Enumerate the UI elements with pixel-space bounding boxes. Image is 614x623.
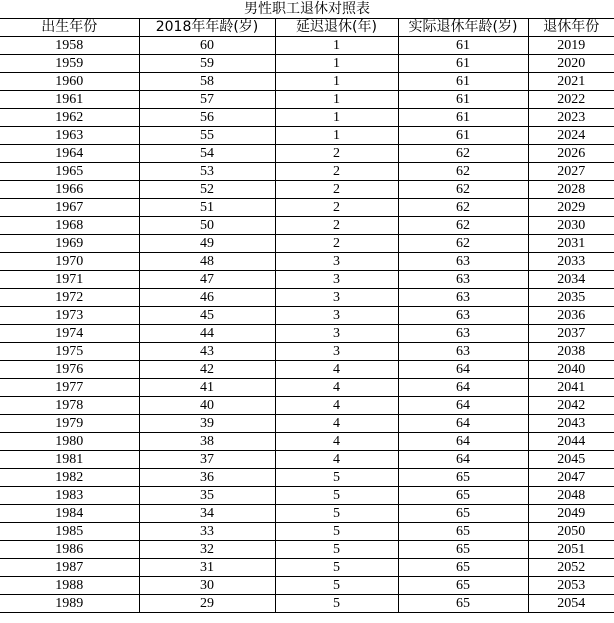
cell-age-2018[interactable]: 44 — [139, 325, 275, 343]
cell-retirement-year[interactable]: 2033 — [528, 253, 614, 271]
header-birth-year[interactable]: 出生年份 — [0, 19, 139, 37]
cell-retirement-year[interactable]: 2048 — [528, 487, 614, 505]
cell-age-2018[interactable]: 40 — [139, 397, 275, 415]
table-row — [0, 181, 614, 199]
cell-birth-year[interactable]: 1984 — [0, 505, 139, 523]
table-row — [0, 235, 614, 253]
table-row — [0, 73, 614, 91]
cell-actual-retirement-age[interactable]: 63 — [398, 253, 528, 271]
cell-actual-retirement-age[interactable]: 65 — [398, 595, 528, 613]
cell-retirement-year[interactable]: 2050 — [528, 523, 614, 541]
cell-delay-years[interactable]: 5 — [275, 505, 398, 523]
table-row — [0, 55, 614, 73]
cell-retirement-year[interactable]: 2052 — [528, 559, 614, 577]
cell-birth-year[interactable]: 1968 — [0, 217, 139, 235]
cell-birth-year[interactable]: 1988 — [0, 577, 139, 595]
cell-actual-retirement-age[interactable]: 63 — [398, 289, 528, 307]
cell-retirement-year[interactable]: 2026 — [528, 145, 614, 163]
cell-birth-year[interactable]: 1961 — [0, 91, 139, 109]
cell-age-2018[interactable]: 42 — [139, 361, 275, 379]
cell-birth-year[interactable]: 1971 — [0, 271, 139, 289]
cell-retirement-year[interactable]: 2038 — [528, 343, 614, 361]
cell-retirement-year[interactable]: 2027 — [528, 163, 614, 181]
cell-actual-retirement-age[interactable]: 65 — [398, 523, 528, 541]
cell-delay-years[interactable]: 2 — [275, 235, 398, 253]
cell-delay-years[interactable]: 5 — [275, 595, 398, 613]
cell-delay-years[interactable]: 1 — [275, 127, 398, 145]
cell-birth-year[interactable]: 1974 — [0, 325, 139, 343]
table-row — [0, 109, 614, 127]
cell-delay-years[interactable]: 4 — [275, 361, 398, 379]
cell-birth-year[interactable]: 1982 — [0, 469, 139, 487]
cell-retirement-year[interactable]: 2051 — [528, 541, 614, 559]
table-row — [0, 451, 614, 469]
table-row — [0, 343, 614, 361]
cell-age-2018[interactable]: 38 — [139, 433, 275, 451]
cell-birth-year[interactable]: 1977 — [0, 379, 139, 397]
header-age-2018[interactable]: 2018年年龄(岁) — [139, 19, 275, 37]
cell-retirement-year[interactable]: 2029 — [528, 199, 614, 217]
cell-retirement-year[interactable]: 2036 — [528, 307, 614, 325]
cell-retirement-year[interactable]: 2041 — [528, 379, 614, 397]
cell-retirement-year[interactable]: 2042 — [528, 397, 614, 415]
cell-actual-retirement-age[interactable]: 61 — [398, 73, 528, 91]
header-retirement-year[interactable]: 退休年份 — [528, 19, 614, 37]
cell-delay-years[interactable]: 3 — [275, 253, 398, 271]
table-row — [0, 541, 614, 559]
cell-actual-retirement-age[interactable]: 64 — [398, 451, 528, 469]
cell-age-2018[interactable]: 52 — [139, 181, 275, 199]
cell-delay-years[interactable]: 4 — [275, 397, 398, 415]
cell-birth-year[interactable]: 1979 — [0, 415, 139, 433]
cell-retirement-year[interactable]: 2028 — [528, 181, 614, 199]
cell-birth-year[interactable]: 1983 — [0, 487, 139, 505]
cell-retirement-year[interactable]: 2043 — [528, 415, 614, 433]
cell-delay-years[interactable]: 2 — [275, 199, 398, 217]
cell-retirement-year[interactable]: 2054 — [528, 595, 614, 613]
cell-actual-retirement-age[interactable]: 65 — [398, 541, 528, 559]
cell-birth-year[interactable]: 1987 — [0, 559, 139, 577]
cell-actual-retirement-age[interactable]: 62 — [398, 217, 528, 235]
cell-retirement-year[interactable]: 2019 — [528, 37, 614, 55]
cell-birth-year[interactable]: 1981 — [0, 451, 139, 469]
table-row — [0, 469, 614, 487]
cell-delay-years[interactable]: 3 — [275, 343, 398, 361]
cell-birth-year[interactable]: 1962 — [0, 109, 139, 127]
cell-retirement-year[interactable]: 2034 — [528, 271, 614, 289]
cell-retirement-year[interactable]: 2044 — [528, 433, 614, 451]
cell-actual-retirement-age[interactable]: 62 — [398, 235, 528, 253]
cell-age-2018[interactable]: 48 — [139, 253, 275, 271]
cell-actual-retirement-age[interactable]: 61 — [398, 127, 528, 145]
table-row — [0, 253, 614, 271]
table-row — [0, 325, 614, 343]
header-delay-years[interactable]: 延迟退休(年) — [275, 19, 398, 37]
cell-age-2018[interactable]: 55 — [139, 127, 275, 145]
cell-retirement-year[interactable]: 2049 — [528, 505, 614, 523]
cell-birth-year[interactable]: 1985 — [0, 523, 139, 541]
cell-age-2018[interactable]: 57 — [139, 91, 275, 109]
table-row — [0, 487, 614, 505]
cell-delay-years[interactable]: 1 — [275, 37, 398, 55]
cell-delay-years[interactable]: 1 — [275, 55, 398, 73]
cell-delay-years[interactable]: 4 — [275, 433, 398, 451]
table-header — [0, 19, 614, 37]
table-row — [0, 415, 614, 433]
cell-actual-retirement-age[interactable]: 65 — [398, 505, 528, 523]
cell-age-2018[interactable]: 41 — [139, 379, 275, 397]
table-row — [0, 307, 614, 325]
table-title: 男性职工退休对照表 — [0, 0, 614, 19]
table-row — [0, 595, 614, 613]
cell-retirement-year[interactable]: 2023 — [528, 109, 614, 127]
cell-actual-retirement-age[interactable]: 64 — [398, 433, 528, 451]
cell-birth-year[interactable]: 1970 — [0, 253, 139, 271]
table-row — [0, 271, 614, 289]
cell-age-2018[interactable]: 29 — [139, 595, 275, 613]
cell-retirement-year[interactable]: 2024 — [528, 127, 614, 145]
cell-age-2018[interactable]: 59 — [139, 55, 275, 73]
cell-actual-retirement-age[interactable]: 62 — [398, 181, 528, 199]
cell-actual-retirement-age[interactable]: 61 — [398, 55, 528, 73]
table-row — [0, 577, 614, 595]
cell-birth-year[interactable]: 1972 — [0, 289, 139, 307]
cell-actual-retirement-age[interactable]: 64 — [398, 379, 528, 397]
cell-retirement-year[interactable]: 2040 — [528, 361, 614, 379]
cell-birth-year[interactable]: 1973 — [0, 307, 139, 325]
cell-delay-years[interactable]: 5 — [275, 559, 398, 577]
cell-retirement-year[interactable]: 2037 — [528, 325, 614, 343]
cell-birth-year[interactable]: 1986 — [0, 541, 139, 559]
retirement-table — [0, 19, 614, 613]
cell-actual-retirement-age[interactable]: 64 — [398, 415, 528, 433]
cell-age-2018[interactable]: 30 — [139, 577, 275, 595]
cell-age-2018[interactable]: 56 — [139, 109, 275, 127]
cell-actual-retirement-age[interactable]: 63 — [398, 325, 528, 343]
table-row — [0, 91, 614, 109]
table-row — [0, 433, 614, 451]
cell-age-2018[interactable]: 60 — [139, 37, 275, 55]
cell-birth-year[interactable]: 1965 — [0, 163, 139, 181]
cell-delay-years[interactable]: 5 — [275, 487, 398, 505]
table-row — [0, 37, 614, 55]
table-row — [0, 217, 614, 235]
cell-delay-years[interactable]: 3 — [275, 271, 398, 289]
cell-retirement-year[interactable]: 2021 — [528, 73, 614, 91]
cell-retirement-year[interactable]: 2047 — [528, 469, 614, 487]
table-body — [0, 37, 614, 613]
cell-age-2018[interactable]: 54 — [139, 145, 275, 163]
cell-age-2018[interactable]: 51 — [139, 199, 275, 217]
cell-actual-retirement-age[interactable]: 61 — [398, 37, 528, 55]
cell-actual-retirement-age[interactable]: 61 — [398, 109, 528, 127]
cell-actual-retirement-age[interactable]: 65 — [398, 487, 528, 505]
cell-age-2018[interactable]: 53 — [139, 163, 275, 181]
table-row — [0, 397, 614, 415]
cell-actual-retirement-age[interactable]: 63 — [398, 271, 528, 289]
cell-delay-years[interactable]: 4 — [275, 379, 398, 397]
cell-delay-years[interactable]: 5 — [275, 577, 398, 595]
cell-retirement-year[interactable]: 2022 — [528, 91, 614, 109]
cell-age-2018[interactable]: 50 — [139, 217, 275, 235]
table-row — [0, 163, 614, 181]
cell-retirement-year[interactable]: 2020 — [528, 55, 614, 73]
cell-birth-year[interactable]: 1966 — [0, 181, 139, 199]
cell-age-2018[interactable]: 46 — [139, 289, 275, 307]
cell-retirement-year[interactable]: 2031 — [528, 235, 614, 253]
cell-delay-years[interactable]: 5 — [275, 469, 398, 487]
cell-delay-years[interactable]: 3 — [275, 307, 398, 325]
table-row — [0, 127, 614, 145]
cell-birth-year[interactable]: 1964 — [0, 145, 139, 163]
cell-birth-year[interactable]: 1967 — [0, 199, 139, 217]
cell-retirement-year[interactable]: 2053 — [528, 577, 614, 595]
table-row — [0, 199, 614, 217]
cell-age-2018[interactable]: 49 — [139, 235, 275, 253]
cell-birth-year[interactable]: 1989 — [0, 595, 139, 613]
cell-actual-retirement-age[interactable]: 65 — [398, 577, 528, 595]
cell-birth-year[interactable]: 1963 — [0, 127, 139, 145]
cell-actual-retirement-age[interactable]: 62 — [398, 163, 528, 181]
cell-delay-years[interactable]: 1 — [275, 73, 398, 91]
cell-birth-year[interactable]: 1975 — [0, 343, 139, 361]
cell-birth-year[interactable]: 1978 — [0, 397, 139, 415]
cell-retirement-year[interactable]: 2030 — [528, 217, 614, 235]
cell-retirement-year[interactable]: 2035 — [528, 289, 614, 307]
cell-birth-year[interactable]: 1959 — [0, 55, 139, 73]
cell-age-2018[interactable]: 34 — [139, 505, 275, 523]
cell-delay-years[interactable]: 4 — [275, 451, 398, 469]
header-row — [0, 19, 614, 37]
cell-birth-year[interactable]: 1958 — [0, 37, 139, 55]
cell-actual-retirement-age[interactable]: 64 — [398, 397, 528, 415]
cell-actual-retirement-age[interactable]: 65 — [398, 469, 528, 487]
table-row — [0, 505, 614, 523]
cell-delay-years[interactable]: 4 — [275, 415, 398, 433]
cell-delay-years[interactable]: 5 — [275, 541, 398, 559]
table-row — [0, 379, 614, 397]
table-row — [0, 559, 614, 577]
cell-age-2018[interactable]: 58 — [139, 73, 275, 91]
table-row — [0, 523, 614, 541]
cell-actual-retirement-age[interactable]: 63 — [398, 307, 528, 325]
cell-delay-years[interactable]: 3 — [275, 325, 398, 343]
cell-age-2018[interactable]: 43 — [139, 343, 275, 361]
cell-age-2018[interactable]: 45 — [139, 307, 275, 325]
cell-age-2018[interactable]: 36 — [139, 469, 275, 487]
cell-birth-year[interactable]: 1960 — [0, 73, 139, 91]
cell-actual-retirement-age[interactable]: 61 — [398, 91, 528, 109]
cell-age-2018[interactable]: 39 — [139, 415, 275, 433]
header-actual-retirement-age[interactable]: 实际退休年龄(岁) — [398, 19, 528, 37]
cell-birth-year[interactable]: 1980 — [0, 433, 139, 451]
cell-delay-years[interactable]: 3 — [275, 289, 398, 307]
cell-actual-retirement-age[interactable]: 62 — [398, 145, 528, 163]
cell-age-2018[interactable]: 37 — [139, 451, 275, 469]
cell-delay-years[interactable]: 2 — [275, 217, 398, 235]
cell-actual-retirement-age[interactable]: 65 — [398, 559, 528, 577]
cell-retirement-year[interactable]: 2045 — [528, 451, 614, 469]
cell-delay-years[interactable]: 2 — [275, 145, 398, 163]
cell-age-2018[interactable]: 47 — [139, 271, 275, 289]
cell-delay-years[interactable]: 1 — [275, 109, 398, 127]
cell-age-2018[interactable]: 32 — [139, 541, 275, 559]
cell-actual-retirement-age[interactable]: 64 — [398, 361, 528, 379]
cell-delay-years[interactable]: 2 — [275, 181, 398, 199]
cell-actual-retirement-age[interactable]: 63 — [398, 343, 528, 361]
cell-age-2018[interactable]: 31 — [139, 559, 275, 577]
cell-birth-year[interactable]: 1976 — [0, 361, 139, 379]
cell-delay-years[interactable]: 5 — [275, 523, 398, 541]
cell-delay-years[interactable]: 2 — [275, 163, 398, 181]
cell-delay-years[interactable]: 1 — [275, 91, 398, 109]
table-row — [0, 289, 614, 307]
table-row — [0, 145, 614, 163]
cell-birth-year[interactable]: 1969 — [0, 235, 139, 253]
cell-actual-retirement-age[interactable]: 62 — [398, 199, 528, 217]
table-row — [0, 361, 614, 379]
cell-age-2018[interactable]: 33 — [139, 523, 275, 541]
cell-age-2018[interactable]: 35 — [139, 487, 275, 505]
